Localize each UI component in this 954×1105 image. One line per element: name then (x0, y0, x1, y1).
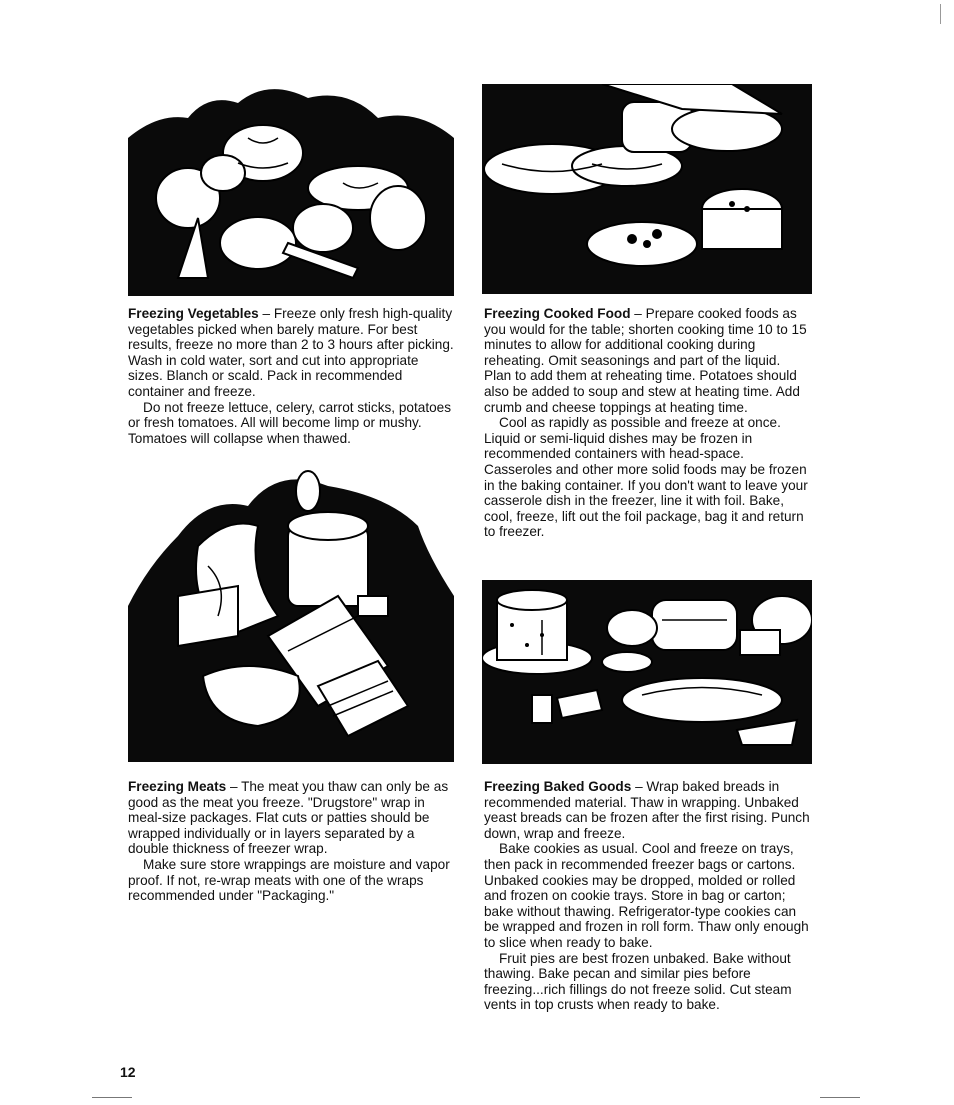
bottom-rule-left (92, 1097, 132, 1098)
section-paragraph: Do not freeze lettuce, celery, carrot sticks, potatoes or fresh tomatoes. All will become limp or mushy. Tomatoes will collapse when thawed. (128, 399, 452, 446)
page-number: 12 (120, 1064, 136, 1080)
section-paragraph: – Wrap baked breads in recommended material. Thaw in wrapping. Unbaked yeast breads can be frozen after the first rising. Punch down, wrap and freeze. (484, 779, 810, 841)
section-freezing-meats (128, 779, 455, 904)
section-paragraph: Bake cookies as usual. Cool and freeze on trays, then pack in recommended freezer bags or cartons. Unbaked cookies may be dropped, molded or rolled and frozen on cookie trays. Store in bag or carton; bake without thawing. Refrigerator-type cookies can be wrapped and frozen in roll form. Thaw only enough to slice when ready to bake. (484, 841, 809, 950)
section-freezing-baked-goods (484, 779, 811, 1013)
bottom-rule-right (820, 1097, 860, 1098)
baked-goods-illustration (482, 580, 812, 764)
margin-mark (940, 4, 941, 24)
section-heading: Freezing Vegetables (128, 306, 259, 321)
section-freezing-cooked-food (484, 306, 811, 540)
section-heading: Freezing Baked Goods (484, 779, 632, 794)
section-heading: Freezing Cooked Food (484, 306, 631, 321)
section-paragraph: – Freeze only fresh high-quality vegetables picked when barely mature. For best results, freeze no more than 2 to 3 hours after picking. Wash in cold water, sort and cut into appropriate sizes. Blanch or scald. Pack in recommended container and freeze. (128, 306, 454, 399)
section-paragraph: – Prepare cooked foods as you would for the table; shorten cooking time 10 to 15 minutes to allow for additional cooking during reheating. Omit seasonings and part of the liquid. Plan to add them at reheating time. Potatoes should also be added to soup and stew at heating time. Add crumb and cheese toppings at heating time. (484, 306, 807, 415)
section-paragraph: – The meat you thaw can only be as good as the meat you freeze. "Drugstore" wrap in meal-size packages. Flat cuts or patties should be wrapped individually or in layers separated by a double thickness of freezer wrap. (128, 779, 449, 857)
cooked-food-illustration (482, 84, 812, 294)
meats-illustration (128, 466, 454, 762)
section-heading: Freezing Meats (128, 779, 227, 794)
section-freezing-vegetables (128, 306, 455, 446)
section-paragraph: Fruit pies are best frozen unbaked. Bake without thawing. Bake pecan and similar pies before freezing...rich fillings do not freeze solid. Cut steam vents in top crusts when ready to bake. (484, 950, 792, 1013)
section-paragraph: Cool as rapidly as possible and freeze at once. Liquid or semi-liquid dishes may be frozen in recommended containers with head-space. Casseroles and other more solid foods may be frozen in the baking container. If you don't want to leave your casserole dish in the freezer, line it with foil. Bake, cool, freeze, lift out the foil package, bag it and return to freezer. (484, 415, 808, 540)
vegetables-illustration (128, 78, 454, 296)
section-paragraph: Make sure store wrappings are moisture and vapor proof. If not, re-wrap meats with one of the wraps recommended under "Packaging." (128, 856, 450, 904)
